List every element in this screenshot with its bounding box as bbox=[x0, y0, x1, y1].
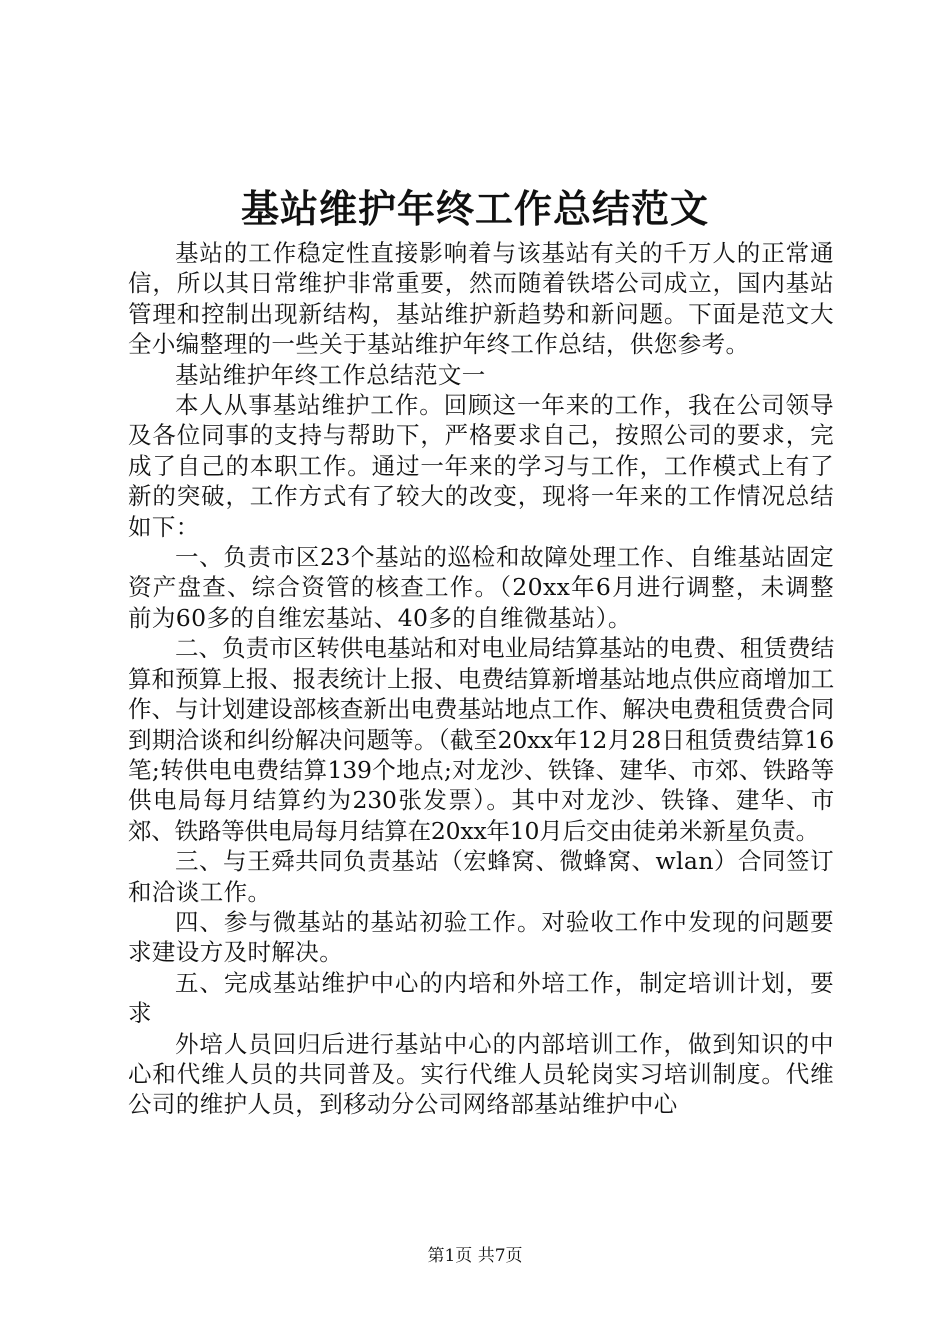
item-two-paragraph: 二、负责市区转供电基站和对电业局结算基站的电费、租赁费结算和预算上报、报表统计上报、电费结算新增基站地点供应商增加工作、与计划建设部核查新出电费基站地点工作、解决电费租赁费合同到期洽谈和纠纷解决问题等。（截至20xx年12月28日租赁费结算16笔;转供电电费结算139个地点;对龙沙、铁锋、建华、市郊、铁路等供电局每月结算约为230张发票）。其中对龙沙、铁锋、建华、市郊、铁路等供电局每月结算在20xx年10月后交由徒弟米新星负责。 bbox=[128, 634, 834, 845]
training-paragraph: 外培人员回归后进行基站中心的内部培训工作，做到知识的中心和代维人员的共同普及。实行代维人员轮岗实习培训制度。代维公司的维护人员，到移动分公司网络部基站维护中心 bbox=[128, 1029, 834, 1119]
item-one-paragraph: 一、负责市区23个基站的巡检和故障处理工作、自维基站固定资产盘查、综合资管的核查工作。（20xx年6月进行调整，未调整前为60多的自维宏基站、40多的自维微基站）。 bbox=[128, 543, 834, 632]
document-title: 基站维护年终工作总结范文 bbox=[240, 186, 709, 231]
section-heading: 基站维护年终工作总结范文一 bbox=[175, 360, 486, 389]
item-five-paragraph: 五、完成基站维护中心的内培和外培工作，制定培训计划，要求 bbox=[128, 968, 834, 1028]
page-footer: 第1页 共7页 bbox=[427, 1246, 523, 1266]
body-paragraph: 本人从事基站维护工作。回顾这一年来的工作，我在公司领导及各位同事的支持与帮助下，严格要求自己，按照公司的要求，完成了自己的本职工作。通过一年来的学习与工作，工作模式上有了新的突破，工作方式有了较大的改变，现将一年来的工作情况总结如下： bbox=[128, 391, 834, 541]
item-three-paragraph: 三、与王舜共同负责基站（宏蜂窝、微蜂窝、wlan）合同签订和洽谈工作。 bbox=[128, 847, 834, 906]
intro-paragraph: 基站的工作稳定性直接影响着与该基站有关的千万人的正常通信，所以其日常维护非常重要，然而随着铁塔公司成立，国内基站管理和控制出现新结构，基站维护新趋势和新问题。下面是范文大全小编整理的一些关于基站维护年终工作总结，供您参考。 bbox=[128, 239, 834, 359]
document-body bbox=[128, 238, 834, 1120]
item-four-paragraph: 四、参与微基站的基站初验工作。对验收工作中发现的问题要求建设方及时解决。 bbox=[128, 907, 834, 967]
